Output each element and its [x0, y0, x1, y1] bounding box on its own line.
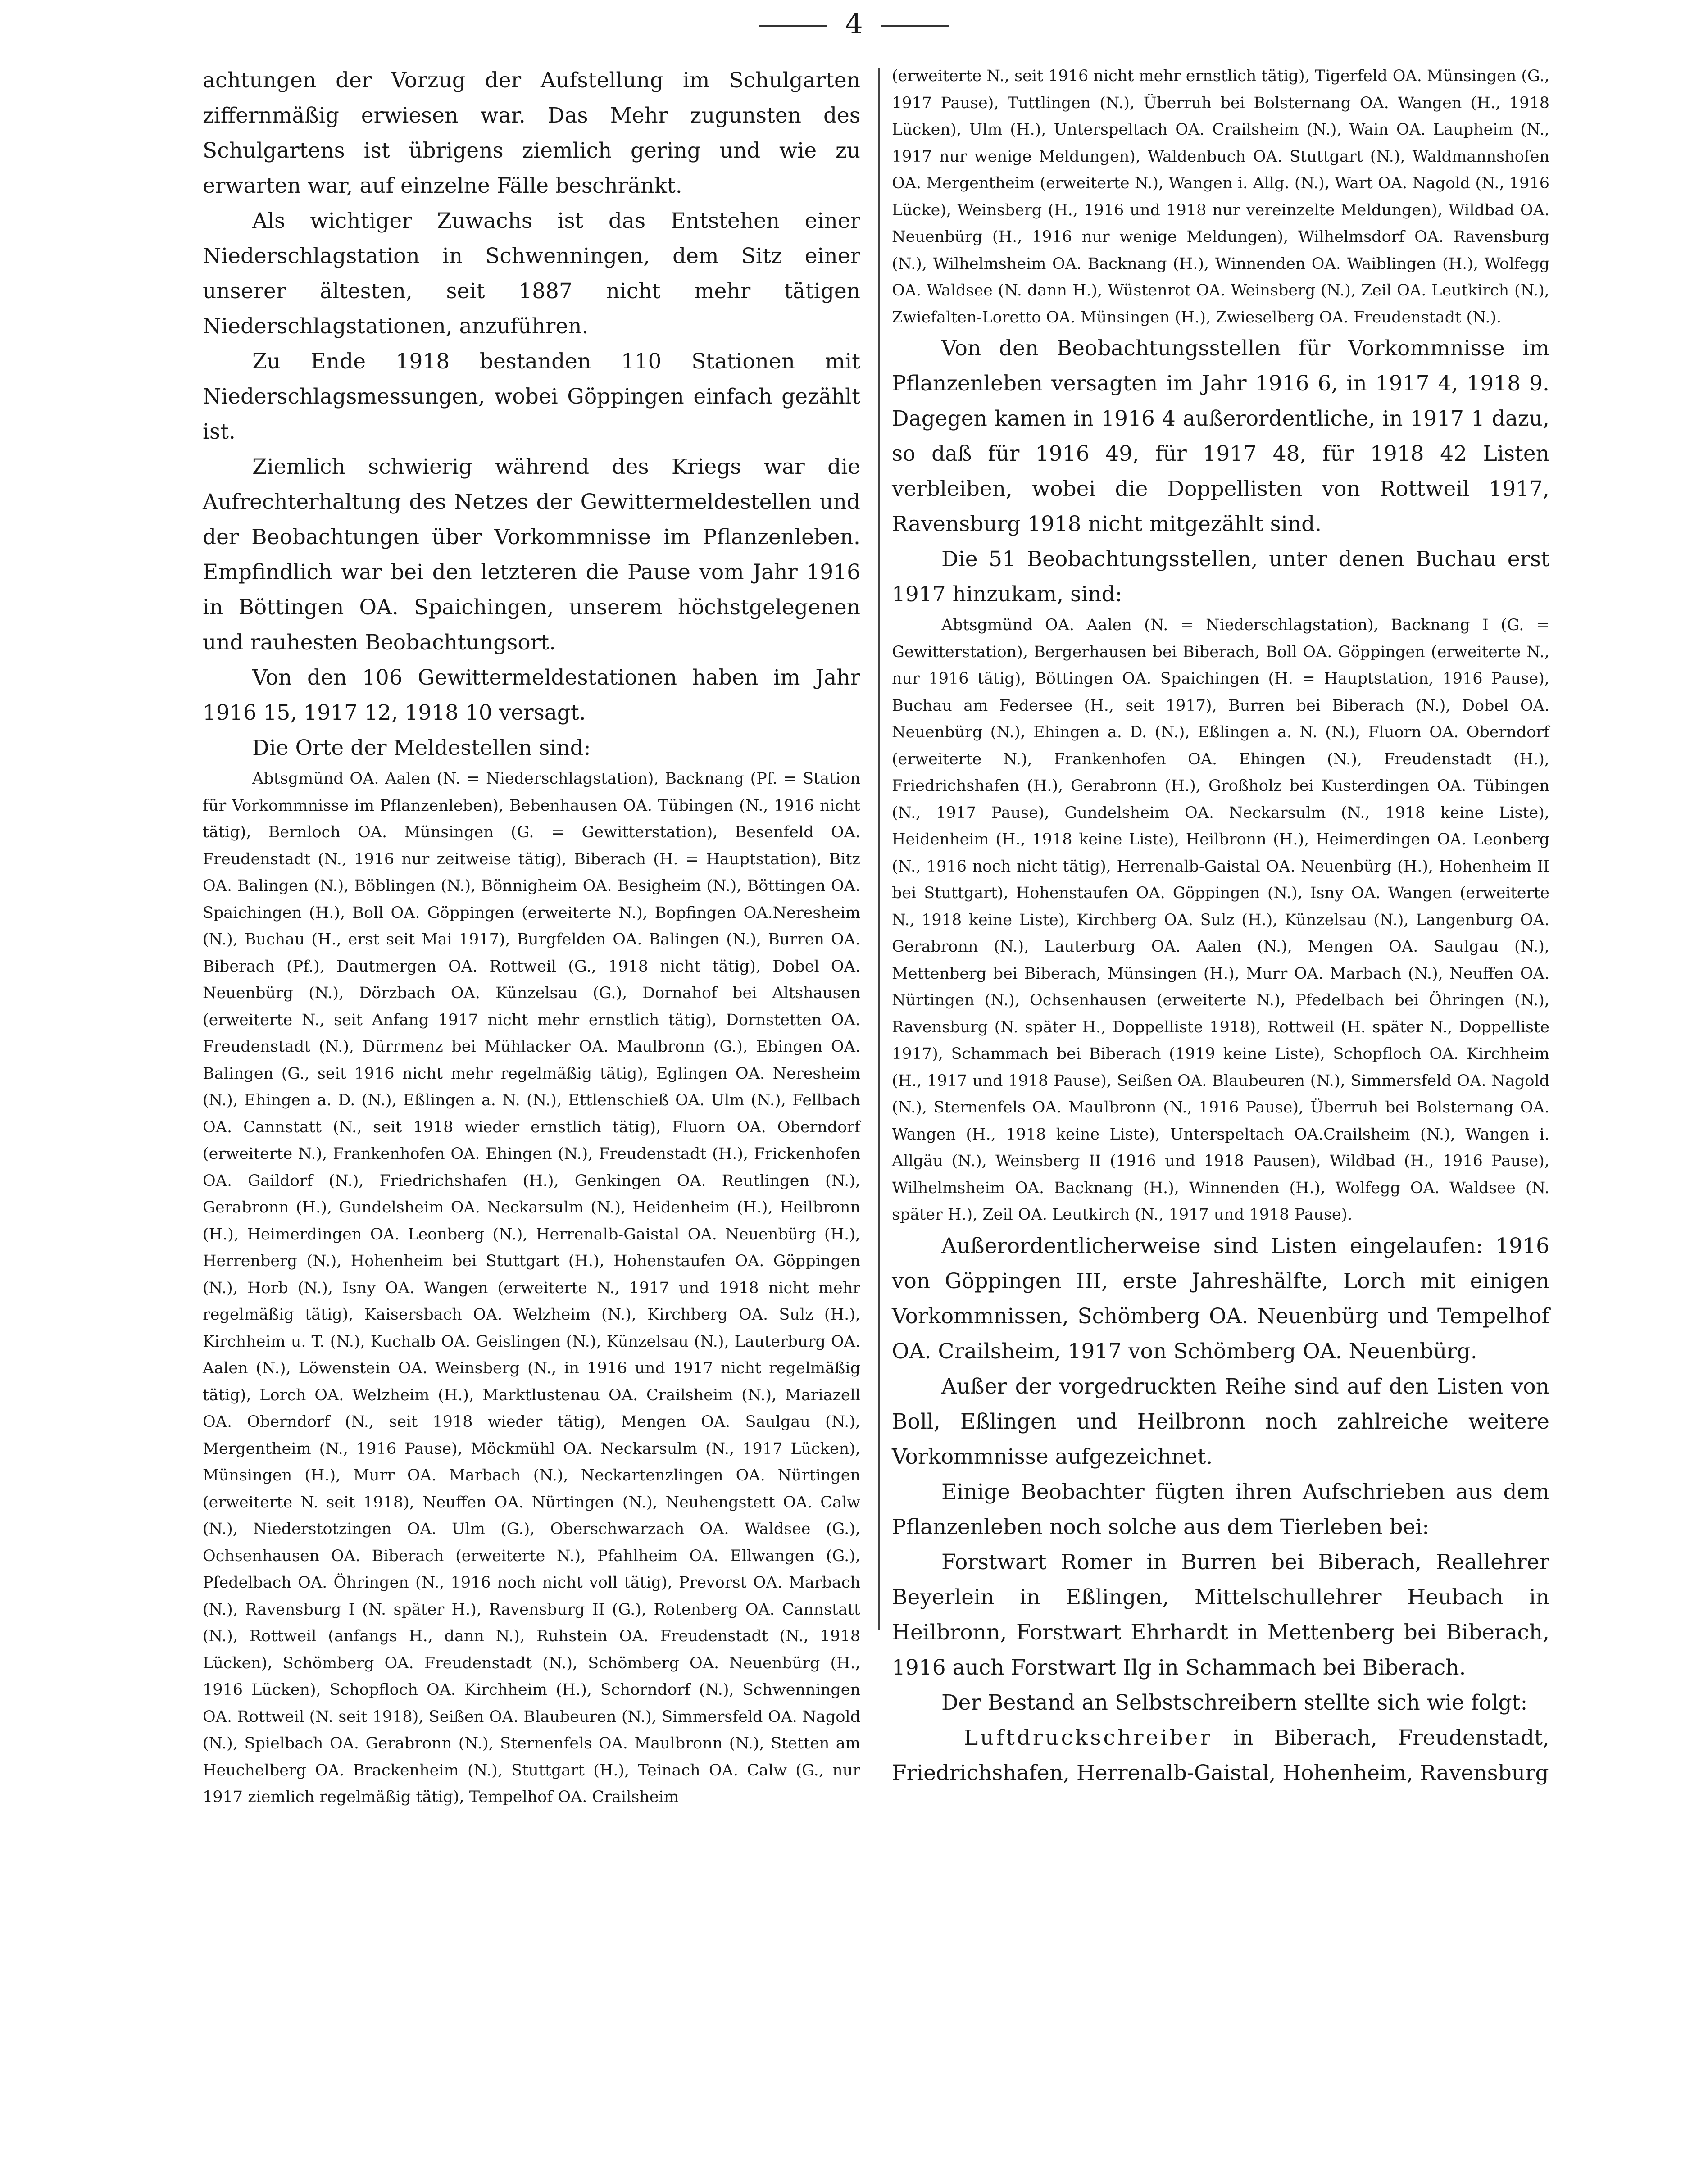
paragraph-luftdruckschreiber	[892, 1721, 1549, 1791]
paragraph-meldestellen-intro: Die Orte der Meldestellen sind:	[252, 735, 591, 760]
paragraph-schwenningen: Als wichtiger Zuwachs ist das Entstehen einer Niederschlagstation in Schwenningen, dem Sitz einer unserer ältesten, seit 1887 nicht mehr tätigen Niederschlagstationen, anzuführen.	[203, 209, 860, 339]
paragraph-selbstschreiber-intro: Der Bestand an Selbstschreibern stellte sich wie folgt:	[941, 1690, 1528, 1715]
list-meldestellen: Abtsgmünd OA. Aalen (N. = Niederschlagstation), Backnang (Pf. = Station für Vorkommnisse im Pflanzenleben), Bebenhausen OA. Tübingen (N., 1916 nicht tätig), Bernloch OA. Münsingen (G. = Gewitterstation), Besenfeld OA. Freudenstadt (N., 1916 nur zeitweise tätig), Biberach (H. = Hauptstation), Bitz OA. Balingen (N.), Böblingen (N.), Bönnigheim OA. Besigheim (N.), Böttingen OA. Spaichingen (H.), Boll OA. Göppingen (erweiterte N.), Bopfingen OA.Neresheim (N.), Buchau (H., erst seit Mai 1917), Burgfelden OA. Balingen (N.), Burren OA. Biberach (Pf.), Dautmergen OA. Rottweil (G., 1918 nicht tätig), Dobel OA. Neuenbürg (N.), Dörzbach OA. Künzelsau (G.), Dornahof bei Altshausen (erweiterte N., seit Anfang 1917 nicht mehr ernstlich tätig), Dornstetten OA. Freudenstadt (N.), Dürrmenz bei Mühlacker OA. Maulbronn (G.), Ebingen OA. Balingen (G., seit 1916 nicht mehr regelmäßig tätig), Eglingen OA. Neresheim (N.), Ehingen a. D. (N.), Eßlingen a. N. (N.), Ettlenschieß OA. Ulm (N.), Fellbach OA. Cannstatt (N., seit 1918 wieder ernstlich tätig), Fluorn OA. Oberndorf (erweiterte N.), Frankenhofen OA. Ehingen (N.), Freudenstadt (H.), Frickenhofen OA. Gaildorf (N.), Friedrichshafen (H.), Genkingen OA. Reutlingen (N.), Gerabronn (H.), Gundelsheim OA. Neckarsulm (N.), Heidenheim (H.), Heilbronn (H.), Heimerdingen OA. Leonberg (N.), Herrenalb-Gaistal OA. Neuenbürg (H.), Herrenberg (N.), Hohenheim bei Stuttgart (H.), Hohenstaufen OA. Göppingen (N.), Horb (N.), Isny OA. Wangen (erweiterte N., 1917 und 1918 nicht mehr regelmäßig tätig), Kaisersbach OA. Welzheim (N.), Kirchberg OA. Sulz (H.), Kirchheim u. T. (N.), Kuchalb OA. Geislingen (N.), Künzelsau (N.), Lauterburg OA. Aalen (N.), Löwenstein OA. Weinsberg (N., in 1916 und 1917 nicht regelmäßig tätig), Lorch OA. Welzheim (H.), Marktlustenau OA. Crailsheim (N.), Mariazell OA. Oberndorf (N., seit 1918 wieder tätig), Mengen OA. Saulgau (N.), Mergentheim (N., 1916 Pause), Möckmühl OA. Neckarsulm (N., 1917 Lücken), Münsingen (H.), Murr OA. Marbach (N.), Neckartenzlingen OA. Nürtingen (erweiterte N. seit 1918), Neuffen OA. Nürtingen (N.), Neuhengstett OA. Calw (N.), Niederstotzingen OA. Ulm (G.), Oberschwarzach OA. Waldsee (G.), Ochsenhausen OA. Biberach (erweiterte N.), Pfahlheim OA. Ellwangen (G.), Pfedelbach OA. Öhringen (N., 1916 noch nicht voll tätig), Prevorst OA. Marbach (N.), Ravensburg I (N. später H.), Ravensburg II (G.), Rotenberg OA. Cannstatt (N.), Rottweil (anfangs H., dann N.), Ruhstein OA. Freudenstadt (N., 1918 Lücken), Schömberg OA. Freudenstadt (N.), Schömberg OA. Neuenbürg (H., 1916 Lücken), Schopfloch OA. Kirchheim (H.), Schorndorf (N.), Schwenningen OA. Rottweil (N. seit 1918), Seißen OA. Blaubeuren (N.), Simmersfeld OA. Nagold (N.), Spielbach OA. Gerabronn (N.), Sternenfels OA. Maulbronn (N.), Stetten am Heuchelberg OA. Brackenheim (N.), Stuttgart (H.), Teinach OA. Calw (G., nur 1917 ziemlich regelmäßig tätig), Tempelhof OA. Crailsheim	[203, 770, 860, 1806]
paragraph-observers: Forstwart Romer in Burren bei Biberach, Reallehrer Beyerlein in Eßlingen, Mittelschullehrer Heubach in Heilbronn, Forstwart Ehrhardt in Mettenberg bei Biberach, 1916 auch Forstwart Ilg in Schammach bei Biberach.	[892, 1549, 1549, 1680]
paragraph-additional-records: Außer der vorgedruckten Reihe sind auf den Listen von Boll, Eßlingen und Heilbronn noch zahlreiche weitere Vorkommnisse aufgezeichnet.	[892, 1374, 1549, 1469]
paragraph-tierleben-intro: Einige Beobachter fügten ihren Aufschrieben aus dem Pflanzenleben noch solche aus dem Tierleben bei:	[892, 1479, 1549, 1539]
paragraph-pflanzenleben-stations: Von den Beobachtungsstellen für Vorkommnisse im Pflanzenleben versagten im Jahr 1916 6, in 1917 4, 1918 9. Dagegen kamen in 1916 4 außerordentliche, in 1917 1 dazu, so daß für 1916 49, für 1917 48, für 1918 42 Listen verbleiben, wobei die Doppellisten von Rottweil 1917, Ravensburg 1918 nicht mitgezählt sind.	[892, 336, 1549, 536]
header-rule-left	[759, 25, 827, 27]
right-column	[892, 63, 1549, 1791]
paragraph-beobachtungsstellen-intro: Die 51 Beobachtungsstellen, unter denen Buchau erst 1917 hinzukam, sind:	[892, 547, 1549, 607]
list-beobachtungsstellen: Abtsgmünd OA. Aalen (N. = Niederschlagstation), Backnang I (G. = Gewitterstation), Bergerhausen bei Biberach, Boll OA. Göppingen (erweiterte N., nur 1916 tätig), Böttingen OA. Spaichingen (H. = Hauptstation, 1916 Pause), Buchau am Federsee (H., seit 1917), Burren bei Biberach (N.), Dobel OA. Neuenbürg (N.), Ehingen a. D. (N.), Eßlingen a. N. (N.), Fluorn OA. Oberndorf (erweiterte N.), Frankenhofen OA. Ehingen (N.), Freudenstadt (H.), Friedrichshafen (H.), Gerabronn (H.), Großholz bei Kusterdingen OA. Tübingen (N., 1917 Pause), Gundelsheim OA. Neckarsulm (N., 1918 keine Liste), Heidenheim (H., 1918 keine Liste), Heilbronn (H.), Heimerdingen OA. Leonberg (N., 1916 noch nicht tätig), Herrenalb-Gaistal OA. Neuenbürg (H.), Hohenheim II bei Stuttgart), Hohenstaufen OA. Göppingen (N.), Isny OA. Wangen (erweiterte N., 1918 keine Liste), Kirchberg OA. Sulz (H.), Künzelsau (N.), Langenburg OA. Gerabronn (N.), Lauterburg OA. Aalen (N.), Mengen OA. Saulgau (N.), Mettenberg bei Biberach, Münsingen (H.), Murr OA. Marbach (N.), Neuffen OA. Nürtingen (N.), Ochsenhausen (erweiterte N.), Pfedelbach bei Öhringen (N.), Ravensburg (N. später H., Doppelliste 1918), Rottweil (H. später N., Doppelliste 1917), Schammach bei Biberach (1919 keine Liste), Schopfloch OA. Kirchheim (H., 1917 und 1918 Pause), Seißen OA. Blaubeuren (N.), Simmersfeld OA. Nagold (N.), Sternenfels OA. Maulbronn (N., 1916 Pause), Überruh bei Bolsternang OA. Wangen (H., 1918 keine Liste), Unterspeltach OA.Crailsheim (N.), Wangen i. Allgäu (N.), Weinsberg II (1916 und 1918 Pausen), Wildbad (H., 1916 Pause), Wilhelmsheim OA. Backnang (H.), Winnenden (H.), Wolfegg OA. Waldsee (N. später H.), Zeil OA. Leutkirch (N., 1917 und 1918 Pause).	[892, 616, 1549, 1224]
list-meldestellen-continued: (erweiterte N., seit 1916 nicht mehr ernstlich tätig), Tigerfeld OA. Münsingen (G., 1917 Pause), Tuttlingen (N.), Überruh bei Bolsternang OA. Wangen (H., 1918 Lücken), Ulm (H.), Unterspeltach OA. Crailsheim (N.), Wain OA. Laupheim (N., 1917 nur wenige Meldungen), Waldenbuch OA. Stuttgart (N.), Waldmannshofen OA. Mergentheim (erweiterte N.), Wangen i. Allg. (N.), Wart OA. Nagold (N., 1916 Lücke), Weinsberg (H., 1916 und 1918 nur vereinzelte Meldungen), Wildbad OA. Neuenbürg (H., 1916 nur wenige Meldungen), Wilhelmsdorf OA. Ravensburg (N.), Wilhelmsheim OA. Backnang (H.), Winnenden OA. Waiblingen (H.), Wolfegg OA. Waldsee (N. dann H.), Wüstenrot OA. Weinsberg (N.), Zeil OA. Leutkirch (N.), Zwiefalten-Loretto OA. Münsingen (H.), Zwieselberg OA. Freudenstadt (N.).	[892, 67, 1549, 327]
header-rule-right	[881, 25, 949, 27]
left-column	[203, 63, 860, 1811]
paragraph-extra-lists: Außerordentlicherweise sind Listen eingelaufen: 1916 von Göppingen III, erste Jahreshälfte, Lorch mit einigen Vorkommnissen, Schömberg OA. Neuenbürg und Tempelhof OA. Crailsheim, 1917 von Schömberg OA. Neuenbürg.	[892, 1233, 1549, 1364]
luftdruckschreiber-label: Luftdruckschreiber	[964, 1725, 1213, 1750]
paragraph-war-difficulties: Ziemlich schwierig während des Kriegs war die Aufrechterhaltung des Netzes der Gewittermeldestellen und der Beobachtungen über Vorkommnisse im Pflanzenleben. Empfindlich war bei den letzteren die Pause vom Jahr 1916 in Böttingen OA. Spaichingen, unserem höchstgelegenen und rauhesten Beobachtungsort.	[203, 454, 860, 655]
page-number: 4	[845, 7, 863, 40]
column-divider	[878, 68, 880, 1630]
page-header	[0, 8, 1708, 40]
paragraph-schulgarten: achtungen der Vorzug der Aufstellung im Schulgarten ziffernmäßig erwiesen war. Das Mehr zugunsten des Schulgartens ist übrigens ziemlich gering und wie zu erwarten war, auf einzelne Fälle beschränkt.	[203, 68, 860, 198]
luftdruckschreiber-locations: in Biberach, Freudenstadt, Friedrichshafen, Herrenalb-Gaistal, Hohenheim, Ravensburg	[892, 1725, 1549, 1785]
paragraph-gewitter-stations: Von den 106 Gewittermeldestationen haben im Jahr 1916 15, 1917 12, 1918 10 versagt.	[203, 665, 860, 725]
paragraph-station-count: Zu Ende 1918 bestanden 110 Stationen mit Niederschlagsmessungen, wobei Göppingen einfach gezählt ist.	[203, 349, 860, 444]
